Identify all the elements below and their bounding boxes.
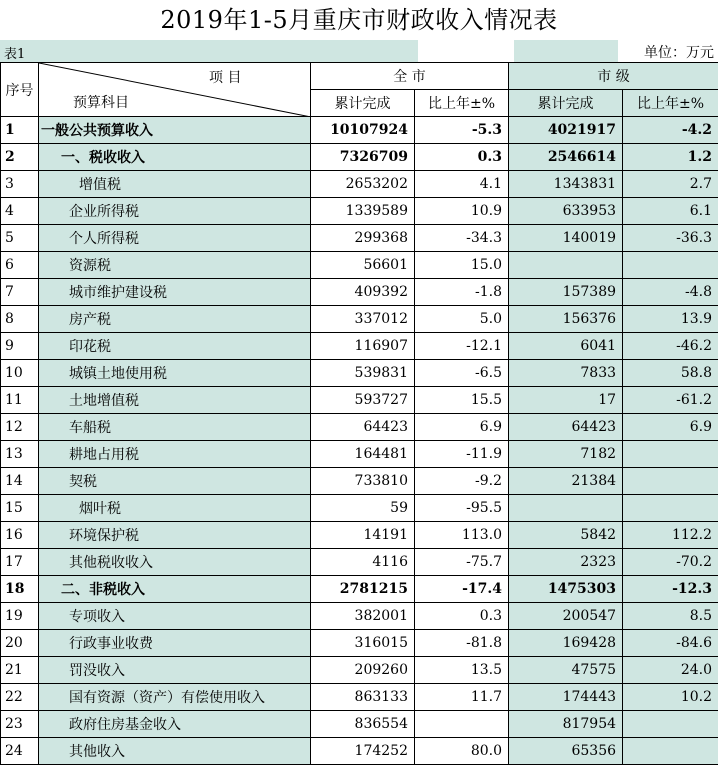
table-row — [1, 333, 718, 360]
row-seq: 3 — [1, 171, 39, 198]
header-city-all: 全 市 — [311, 63, 509, 90]
header-subject: 预算科目 — [73, 92, 129, 112]
row-city-level-value: 157389 — [509, 279, 623, 306]
unit-label: 单位：万元 — [644, 42, 714, 62]
row-seq: 14 — [1, 468, 39, 495]
row-name: 城镇土地使用税 — [39, 360, 311, 387]
row-city-all-value: 59 — [311, 495, 415, 522]
table-body — [1, 117, 718, 765]
row-city-all-value: 316015 — [311, 630, 415, 657]
row-city-level-value: 5842 — [509, 522, 623, 549]
table-row — [1, 711, 718, 738]
table-caption-bar — [0, 40, 718, 62]
row-name: 国有资源（资产）有偿使用收入 — [39, 684, 311, 711]
row-city-all-value: 337012 — [311, 306, 415, 333]
row-city-all-yoy: 80.0 — [415, 738, 509, 765]
row-city-level-yoy — [623, 468, 718, 495]
caption-shade-right — [514, 40, 618, 62]
row-city-level-yoy — [623, 738, 718, 765]
row-name: 一般公共预算收入 — [39, 117, 311, 144]
row-seq: 4 — [1, 198, 39, 225]
row-city-all-value: 209260 — [311, 657, 415, 684]
row-city-level-yoy: 58.8 — [623, 360, 718, 387]
row-city-all-yoy: 13.5 — [415, 657, 509, 684]
row-city-level-value: 47575 — [509, 657, 623, 684]
row-city-level-value: 4021917 — [509, 117, 623, 144]
row-seq: 17 — [1, 549, 39, 576]
row-seq: 24 — [1, 738, 39, 765]
row-name: 烟叶税 — [39, 495, 311, 522]
table-row — [1, 603, 718, 630]
row-city-all-value: 409392 — [311, 279, 415, 306]
row-name: 城市维护建设税 — [39, 279, 311, 306]
row-city-all-value: 64423 — [311, 414, 415, 441]
row-name: 耕地占用税 — [39, 441, 311, 468]
row-city-level-yoy: -4.2 — [623, 117, 718, 144]
row-city-level-yoy — [623, 495, 718, 522]
row-city-level-yoy: -4.8 — [623, 279, 718, 306]
row-name: 政府住房基金收入 — [39, 711, 311, 738]
row-city-all-yoy: -6.5 — [415, 360, 509, 387]
row-city-level-yoy — [623, 252, 718, 279]
row-city-level-value: 65356 — [509, 738, 623, 765]
row-name: 二、非税收入 — [39, 576, 311, 603]
table-row — [1, 522, 718, 549]
row-city-level-yoy — [623, 711, 718, 738]
row-city-level-value: 200547 — [509, 603, 623, 630]
row-city-level-yoy: -61.2 — [623, 387, 718, 414]
row-name: 车船税 — [39, 414, 311, 441]
row-city-level-yoy: 6.9 — [623, 414, 718, 441]
row-seq: 19 — [1, 603, 39, 630]
table-row — [1, 225, 718, 252]
header-row-1 — [1, 63, 718, 90]
table-row — [1, 549, 718, 576]
row-name: 罚没收入 — [39, 657, 311, 684]
table-row — [1, 738, 718, 765]
row-city-level-yoy: 1.2 — [623, 144, 718, 171]
row-city-all-yoy: -75.7 — [415, 549, 509, 576]
table-row — [1, 117, 718, 144]
row-city-level-yoy: 13.9 — [623, 306, 718, 333]
row-name: 行政事业收费 — [39, 630, 311, 657]
row-city-all-value: 1339589 — [311, 198, 415, 225]
row-seq: 11 — [1, 387, 39, 414]
row-name: 印花税 — [39, 333, 311, 360]
row-seq: 1 — [1, 117, 39, 144]
row-city-all-value: 7326709 — [311, 144, 415, 171]
table-row — [1, 360, 718, 387]
row-name: 房产税 — [39, 306, 311, 333]
row-city-level-value: 17 — [509, 387, 623, 414]
row-city-level-yoy: 8.5 — [623, 603, 718, 630]
row-city-all-value: 733810 — [311, 468, 415, 495]
row-city-all-yoy — [415, 711, 509, 738]
header-cum-done-2: 累计完成 — [509, 90, 623, 117]
row-seq: 12 — [1, 414, 39, 441]
row-city-all-value: 2781215 — [311, 576, 415, 603]
row-city-all-value: 836554 — [311, 711, 415, 738]
row-city-all-yoy: -95.5 — [415, 495, 509, 522]
table-row — [1, 387, 718, 414]
row-city-level-yoy: -84.6 — [623, 630, 718, 657]
row-name: 专项收入 — [39, 603, 311, 630]
row-seq: 23 — [1, 711, 39, 738]
row-name: 企业所得税 — [39, 198, 311, 225]
row-city-all-yoy: -34.3 — [415, 225, 509, 252]
row-city-all-yoy: -81.8 — [415, 630, 509, 657]
row-city-level-value: 1475303 — [509, 576, 623, 603]
row-city-all-value: 164481 — [311, 441, 415, 468]
row-city-all-yoy: -12.1 — [415, 333, 509, 360]
row-seq: 21 — [1, 657, 39, 684]
revenue-table — [0, 62, 718, 765]
row-city-level-value: 174443 — [509, 684, 623, 711]
table-row — [1, 279, 718, 306]
table-row — [1, 306, 718, 333]
row-city-level-value: 169428 — [509, 630, 623, 657]
table-row — [1, 198, 718, 225]
row-city-all-yoy: 15.0 — [415, 252, 509, 279]
header-seq: 序号 — [1, 63, 39, 117]
row-city-all-value: 14191 — [311, 522, 415, 549]
row-city-all-value: 174252 — [311, 738, 415, 765]
row-city-level-yoy: -36.3 — [623, 225, 718, 252]
row-city-all-yoy: 6.9 — [415, 414, 509, 441]
row-city-level-value — [509, 495, 623, 522]
row-seq: 8 — [1, 306, 39, 333]
row-city-level-yoy: 2.7 — [623, 171, 718, 198]
row-city-all-yoy: 0.3 — [415, 603, 509, 630]
row-seq: 6 — [1, 252, 39, 279]
row-city-level-value: 633953 — [509, 198, 623, 225]
row-city-level-value: 2323 — [509, 549, 623, 576]
table-row — [1, 144, 718, 171]
row-city-all-value: 56601 — [311, 252, 415, 279]
row-seq: 2 — [1, 144, 39, 171]
row-city-level-yoy: 24.0 — [623, 657, 718, 684]
row-city-level-yoy: -12.3 — [623, 576, 718, 603]
table-label: 表1 — [4, 43, 25, 62]
row-city-level-yoy — [623, 441, 718, 468]
row-city-all-yoy: 113.0 — [415, 522, 509, 549]
row-seq: 10 — [1, 360, 39, 387]
row-city-level-value: 6041 — [509, 333, 623, 360]
row-name: 个人所得税 — [39, 225, 311, 252]
row-city-level-yoy: 10.2 — [623, 684, 718, 711]
row-city-level-value: 2546614 — [509, 144, 623, 171]
row-city-level-value: 817954 — [509, 711, 623, 738]
row-city-all-value: 863133 — [311, 684, 415, 711]
row-city-all-yoy: 15.5 — [415, 387, 509, 414]
row-city-level-value: 64423 — [509, 414, 623, 441]
row-city-all-yoy: -17.4 — [415, 576, 509, 603]
row-city-all-value: 2653202 — [311, 171, 415, 198]
row-city-all-yoy: 4.1 — [415, 171, 509, 198]
row-seq: 18 — [1, 576, 39, 603]
row-city-all-yoy: -5.3 — [415, 117, 509, 144]
row-city-level-value: 21384 — [509, 468, 623, 495]
table-row — [1, 657, 718, 684]
header-yoy-2: 比上年±% — [623, 90, 718, 117]
row-city-level-value: 7182 — [509, 441, 623, 468]
row-name: 其他税收收入 — [39, 549, 311, 576]
row-seq: 20 — [1, 630, 39, 657]
row-city-all-value: 10107924 — [311, 117, 415, 144]
row-city-level-value: 7833 — [509, 360, 623, 387]
row-city-level-yoy: 112.2 — [623, 522, 718, 549]
row-seq: 22 — [1, 684, 39, 711]
header-yoy-1: 比上年±% — [415, 90, 509, 117]
row-city-all-yoy: -11.9 — [415, 441, 509, 468]
row-name: 契税 — [39, 468, 311, 495]
row-name: 资源税 — [39, 252, 311, 279]
header-item: 项 目 — [209, 67, 241, 87]
table-row — [1, 252, 718, 279]
row-name: 土地增值税 — [39, 387, 311, 414]
row-city-all-value: 4116 — [311, 549, 415, 576]
row-seq: 5 — [1, 225, 39, 252]
row-city-all-value: 539831 — [311, 360, 415, 387]
row-city-all-yoy: -1.8 — [415, 279, 509, 306]
row-city-level-yoy: -46.2 — [623, 333, 718, 360]
row-name: 其他收入 — [39, 738, 311, 765]
row-city-all-value: 593727 — [311, 387, 415, 414]
row-seq: 16 — [1, 522, 39, 549]
table-row — [1, 630, 718, 657]
row-seq: 15 — [1, 495, 39, 522]
row-city-all-value: 382001 — [311, 603, 415, 630]
row-city-all-yoy: 10.9 — [415, 198, 509, 225]
table-row — [1, 495, 718, 522]
row-seq: 13 — [1, 441, 39, 468]
table-row — [1, 576, 718, 603]
row-city-all-yoy: -9.2 — [415, 468, 509, 495]
row-name: 环境保护税 — [39, 522, 311, 549]
row-city-all-value: 116907 — [311, 333, 415, 360]
header-city-level: 市 级 — [509, 63, 718, 90]
page-title: 2019年1-5月重庆市财政收入情况表 — [0, 0, 718, 40]
row-seq: 9 — [1, 333, 39, 360]
row-seq: 7 — [1, 279, 39, 306]
row-city-level-yoy: 6.1 — [623, 198, 718, 225]
table-row — [1, 684, 718, 711]
row-name: 一、税收收入 — [39, 144, 311, 171]
row-city-all-yoy: 11.7 — [415, 684, 509, 711]
row-city-level-yoy: -70.2 — [623, 549, 718, 576]
table-row — [1, 171, 718, 198]
row-city-level-value: 156376 — [509, 306, 623, 333]
row-city-all-value: 299368 — [311, 225, 415, 252]
table-row — [1, 414, 718, 441]
row-city-level-value: 140019 — [509, 225, 623, 252]
caption-shade-left — [0, 40, 418, 62]
header-cum-done-1: 累计完成 — [311, 90, 415, 117]
row-city-all-yoy: 0.3 — [415, 144, 509, 171]
table-row — [1, 441, 718, 468]
row-city-level-value — [509, 252, 623, 279]
table-row — [1, 468, 718, 495]
row-city-all-yoy: 5.0 — [415, 306, 509, 333]
row-city-level-value: 1343831 — [509, 171, 623, 198]
row-name: 增值税 — [39, 171, 311, 198]
header-item-diagonal — [39, 63, 311, 117]
